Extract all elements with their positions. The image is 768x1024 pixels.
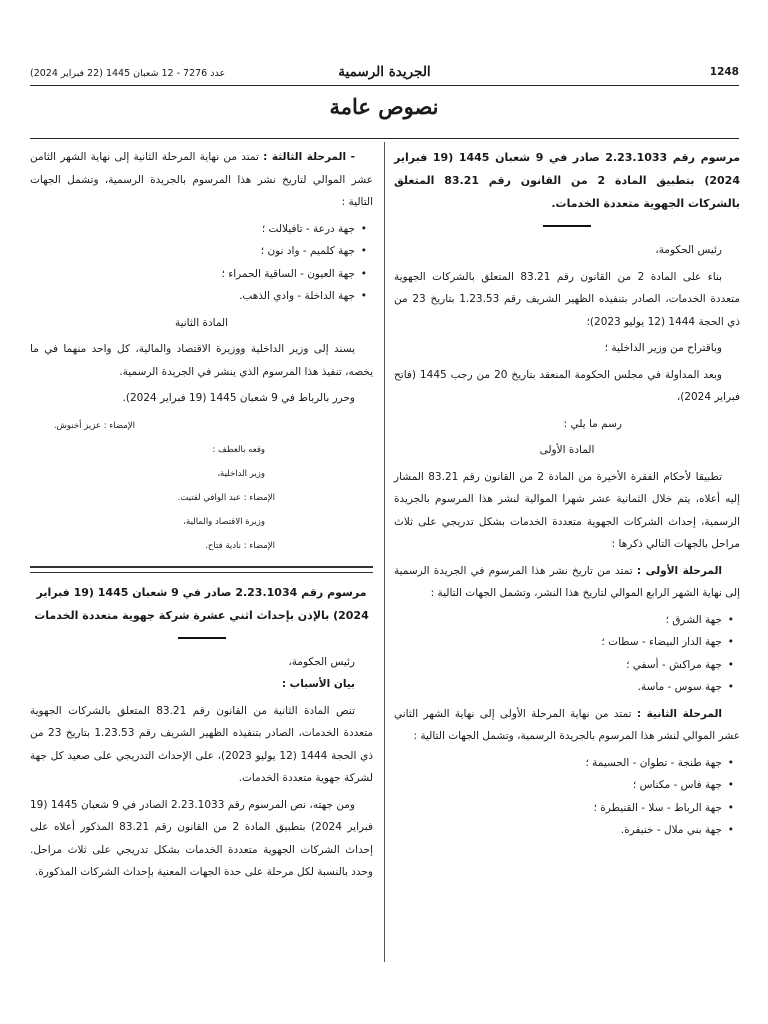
- list-item: • جهة العيون - الساقية الحمراء ؛: [30, 263, 355, 286]
- list-item: • جهة طنجة - تطوان - الحسيمة ؛: [394, 752, 722, 775]
- left-column: [30, 146, 373, 888]
- decree1-para1: بناء على المادة 2 من القانون رقم 83.21 المتعلق بالشركات الجهوية متعددة الخدمات، الصادر بتنفيذه الظهير الشريف رقم 1.23.53 بتاريخ 23 من ذي الحجة 1444 (12 يوليو 2023)؛: [394, 270, 740, 328]
- countersigned-label: وقعه بالعطف :: [212, 444, 265, 455]
- decree2-para2: ومن جهته، نص المرسوم رقم 2.23.1033 الصادر في 9 شعبان 1445 (19 فبراير 2024) بتطبيق المادة 2 من القانون رقم 83.21 المذكور أعلاه على إحداث الشركات الجهوية متعددة الخدمات بشكل تدريجي على ثلاث مراحل. وحدد بالنسبة لكل مرحلة على حدة الجهات المعنية بإحداث الشركات المذكورة.: [30, 798, 373, 878]
- header-rule: [30, 85, 739, 86]
- signature-block: [30, 414, 373, 558]
- phase3-paragraph: [30, 146, 373, 214]
- article2-text: يسند إلى وزير الداخلية ووزيرة الاقتصاد والمالية، كل واحد منهما في ما يخصه، تنفيذ هذا المرسوم الذي ينشر في الجريدة الرسمية.: [30, 343, 373, 378]
- title-divider: [178, 637, 226, 639]
- decree2-title: مرسوم رقم 2.23.1034 صادر في 9 شعبان 1445 (19 فبراير 2024) بالإذن بإحداث اثني عشرة شركة جهوية متعددة الخدمات: [34, 585, 369, 622]
- phase2-paragraph: [394, 703, 740, 748]
- decree1-para2: وباقتراح من وزير الداخلية ؛: [604, 342, 722, 354]
- pm-signature: الإمضاء : عزيز أخنوش.: [53, 420, 135, 431]
- decree1-title: مرسوم رقم 2.23.1033 صادر في 9 شعبان 1445 (19 فبراير 2024) بتطبيق المادة 2 من القانون رقم 83.21 المتعلق بالشركات الجهوية متعددة الخدمات.: [394, 151, 741, 210]
- list-item: • جهة الدار البيضاء - سطات ؛: [394, 631, 722, 654]
- minister1-title: وزير الداخلية،: [217, 468, 265, 479]
- decree2-para1: تنص المادة الثانية من القانون رقم 83.21 المتعلق بالشركات الجهوية متعددة الخدمات، الصادر بتنفيذه الظهير الشريف رقم 1.23.53 بتاريخ 23 من ذي الحجة 1444 (12 يوليو 2023)، على الإحداث التدريجي على صعيد كل جهة لشركة جهوية متعددة الخدمات.: [30, 704, 373, 784]
- article2-title: المادة الثانية: [174, 316, 229, 329]
- issue-info: عدد 7276 - 12 شعبان 1445 (22 فبراير 2024): [30, 68, 226, 79]
- phase2-text: تمتد من نهاية المرحلة الأولى إلى نهاية الشهر الثاني عشر الموالي لنشر هذا المرسوم بالجريدة الرسمية، وتشمل الجهات التالية :: [394, 707, 740, 742]
- phase1-label: المرحلة الأولى :: [636, 564, 722, 577]
- list-item: • جهة سوس - ماسة.: [394, 676, 722, 699]
- list-item: • جهة فاس - مكناس ؛: [394, 774, 722, 797]
- minister2-signature: الإمضاء : نادية فتاح.: [205, 540, 275, 551]
- list-item: • جهة بني ملال - خنيفرة.: [394, 819, 722, 842]
- list-item: • جهة كلميم - واد نون ؛: [30, 240, 355, 263]
- journal-title: الجريدة الرسمية: [338, 64, 431, 80]
- section-title: نصوص عامة: [329, 94, 439, 119]
- section-title-rule: [30, 138, 739, 139]
- decree1-decree-line: رسم ما يلي :: [563, 417, 622, 430]
- list-item: • جهة الداخلة - وادي الذهب.: [30, 285, 355, 308]
- decree1-head: رئيس الحكومة،: [655, 244, 722, 256]
- article1-title: المادة الأولى: [539, 444, 595, 456]
- phase1-paragraph: [394, 560, 740, 605]
- page-header: [30, 64, 739, 84]
- phase2-region-list: [394, 752, 740, 842]
- article1-text: تطبيقا لأحكام الفقرة الأخيرة من المادة 2 من القانون رقم 83.21 المشار إليه أعلاه، يتم خلال الثمانية عشر شهرا الموالية لنشر هذا المرسوم بالجريدة الرسمية، إحداث الشركات الجهوية متعددة الخدمات بشكل تدريجي على ثلاث مراحل بالجهات التالي ذكرها :: [394, 470, 740, 550]
- list-item: • جهة الشرق ؛: [394, 609, 722, 632]
- reasons-title: بيان الأسباب :: [281, 678, 355, 690]
- list-item: • جهة الرباط - سلا - القنيطرة ؛: [394, 797, 722, 820]
- column-separator: [384, 142, 385, 962]
- decree2-head: رئيس الحكومة،: [288, 655, 355, 668]
- phase3-region-list: [30, 218, 373, 308]
- phase1-region-list: [394, 609, 740, 699]
- minister1-signature: الإمضاء : عبد الوافي لفتيت.: [177, 492, 275, 503]
- decree-separator: [30, 566, 373, 573]
- list-item: • جهة مراكش - أسفي ؛: [394, 654, 722, 677]
- right-column: [394, 146, 740, 846]
- phase2-label: المرحلة الثانية :: [636, 707, 722, 720]
- title-divider: [543, 225, 591, 227]
- phase3-label: - المرحلة الثالثة :: [263, 151, 355, 163]
- decree1-para3: وبعد المداولة في مجلس الحكومة المنعقد بتاريخ 20 من رجب 1445 (فاتح فبراير 2024)،: [394, 368, 740, 403]
- done-at: وحرر بالرباط في 9 شعبان 1445 (19 فبراير 2024).: [122, 392, 355, 404]
- page-number: 1248: [709, 66, 739, 78]
- phase3-text: تمتد من نهاية المرحلة الثانية إلى نهاية الشهر الثامن عشر الموالي لتاريخ نشر هذا المرسوم بالجريدة الرسمية، وتشمل الجهات التالية :: [30, 151, 373, 208]
- phase1-text: تمتد من تاريخ نشر هذا المرسوم في الجريدة الرسمية إلى نهاية الشهر الرابع الموالي لتاريخ هذا النشر، وتشمل الجهات التالية :: [394, 564, 740, 599]
- list-item: • جهة درعة - تافيلالت ؛: [30, 218, 355, 241]
- minister2-title: وزيرة الاقتصاد والمالية،: [183, 516, 265, 527]
